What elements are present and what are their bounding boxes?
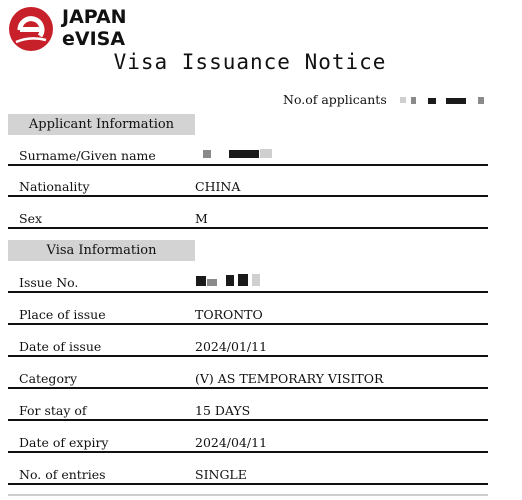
row-nationality: [8, 166, 488, 197]
japan-evisa-logo: [8, 6, 128, 52]
row-value: TORONTO: [195, 307, 263, 322]
section-applicant-information: Applicant Information: [8, 114, 195, 135]
row-value: 2024/04/11: [195, 435, 268, 450]
row-value: M: [195, 211, 208, 226]
row-label: Date of issue: [19, 339, 102, 354]
page-title: Visa Issuance Notice: [113, 50, 387, 74]
row-date-of-expiry: [8, 422, 488, 453]
row-label: Category: [19, 371, 78, 386]
row-label: Issue No.: [19, 275, 79, 290]
row-label: For stay of: [19, 403, 87, 418]
row-value: 2024/01/11: [195, 339, 268, 354]
row-sex: [8, 198, 488, 229]
logo-text-japan: JAPAN: [62, 6, 127, 28]
row-value: (V) AS TEMPORARY VISITOR: [195, 371, 384, 386]
row-number-of-entries: [8, 454, 488, 485]
row-label: Date of expiry: [19, 435, 109, 450]
row-issue-no: [8, 262, 488, 293]
row-category: [8, 358, 488, 389]
logo-text-evisa: eVISA: [62, 28, 126, 50]
row-place-of-issue: [8, 294, 488, 325]
section-visa-information: Visa Information: [8, 240, 195, 261]
bottom-divider: [8, 494, 488, 496]
row-label: Sex: [19, 211, 43, 226]
row-label: Place of issue: [19, 307, 106, 322]
row-label: Nationality: [19, 179, 90, 194]
row-value: 15 DAYS: [195, 403, 251, 418]
row-surname-given-name: [8, 135, 488, 166]
evisa-emblem-icon: [8, 6, 54, 52]
row-value: SINGLE: [195, 467, 247, 482]
row-label: Surname/Given name: [19, 148, 156, 163]
row-for-stay-of: [8, 390, 488, 421]
applicants-label: No.of applicants: [283, 92, 387, 107]
row-value: CHINA: [195, 179, 241, 194]
row-date-of-issue: [8, 326, 488, 357]
row-label: No. of entries: [19, 467, 106, 482]
